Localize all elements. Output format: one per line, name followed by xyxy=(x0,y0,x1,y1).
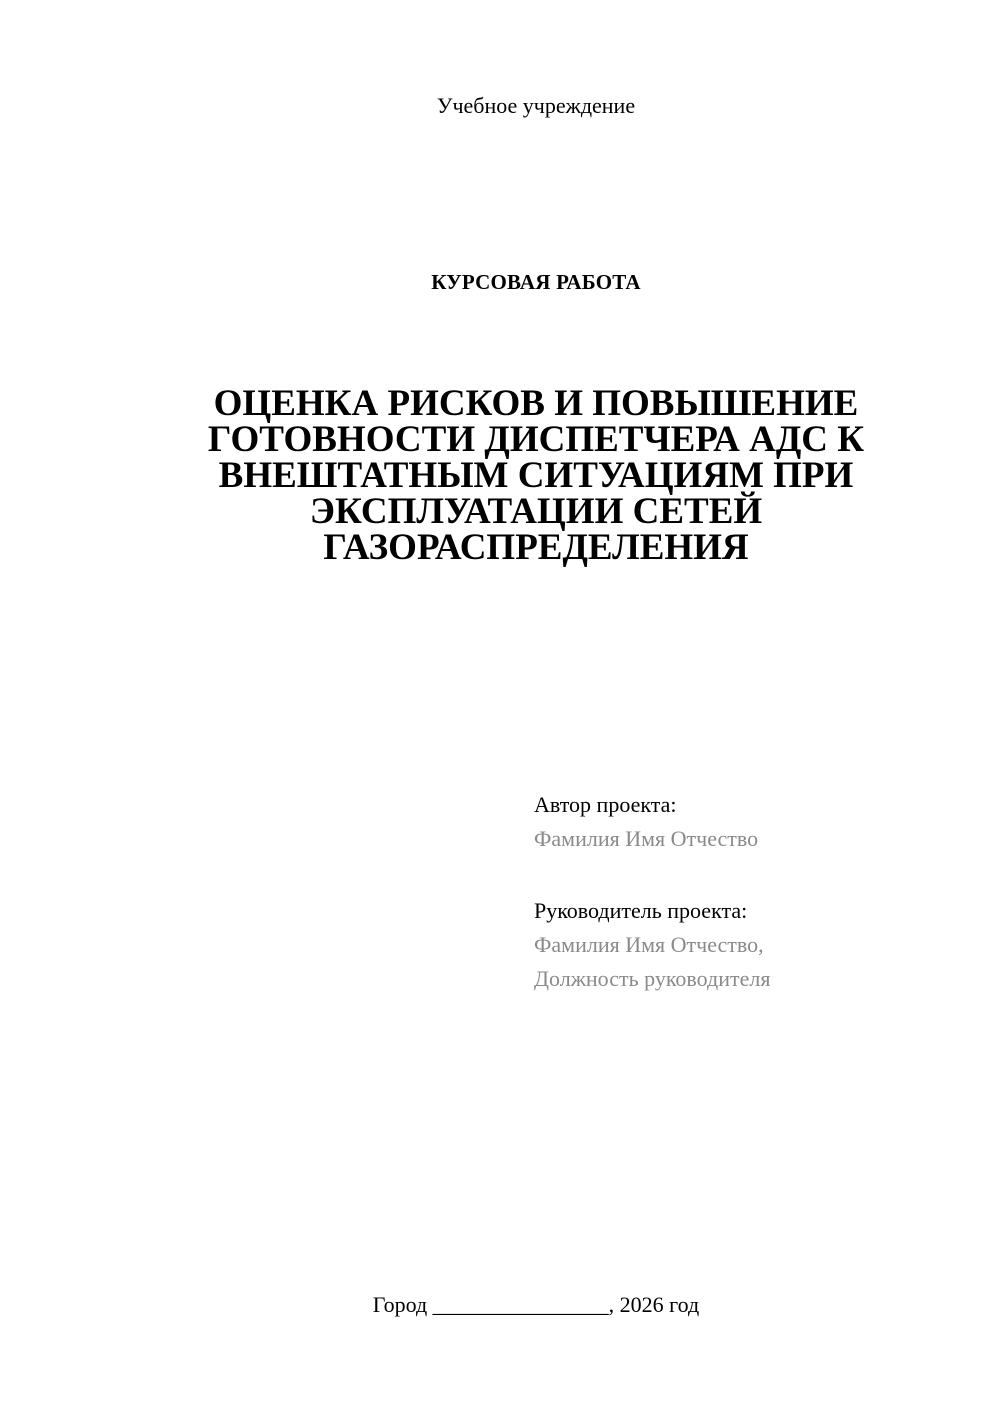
institution-name: Учебное учреждение xyxy=(436,93,636,118)
spacer xyxy=(534,856,954,894)
title-line: ГАЗОРАСПРЕДЕЛЕНИЯ xyxy=(323,527,749,568)
document-type: КУРСОВАЯ РАБОТА xyxy=(431,270,641,294)
city-year-line: Город ________________, 2026 год xyxy=(372,1292,700,1317)
supervisor-label: Руководитель проекта: xyxy=(534,898,748,923)
title-line: ВНЕШТАТНЫМ СИТУАЦИЯМ ПРИ xyxy=(218,455,854,496)
author-label: Автор проекта: xyxy=(534,792,677,817)
title-line: ГОТОВНОСТИ ДИСПЕТЧЕРА АДС К xyxy=(207,419,865,460)
supervisor-name: Фамилия Имя Отчество, xyxy=(534,932,764,957)
people-block xyxy=(534,788,954,996)
supervisor-position: Должность руководителя xyxy=(534,966,771,991)
title-line: ЭКСПЛУАТАЦИИ СЕТЕЙ xyxy=(309,491,763,532)
document-title xyxy=(186,383,886,568)
title-line: ОЦЕНКА РИСКОВ И ПОВЫШЕНИЕ xyxy=(213,383,859,424)
author-name: Фамилия Имя Отчество xyxy=(534,826,759,851)
